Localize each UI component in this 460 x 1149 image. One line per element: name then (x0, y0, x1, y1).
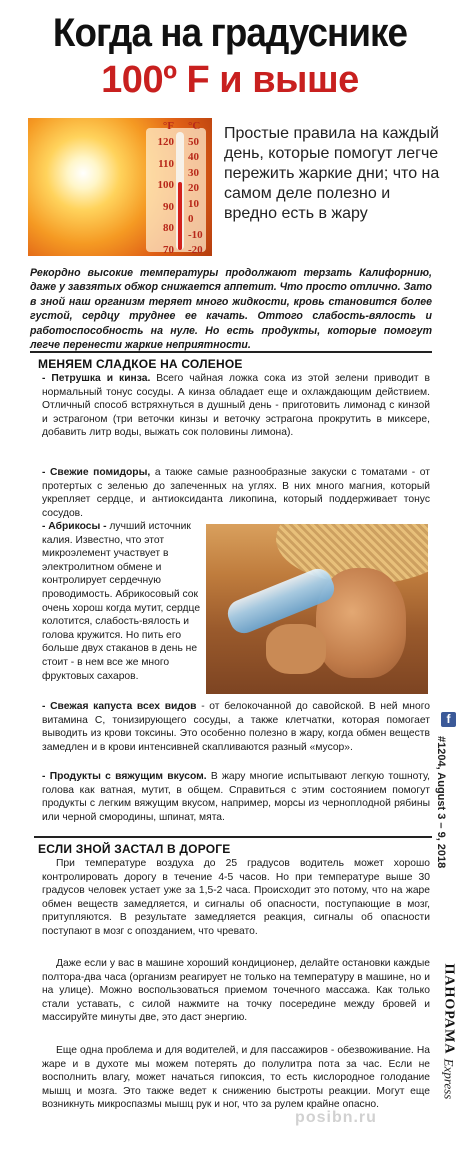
paragraph-astringent-lead: - Продукты с вяжущим вкусом. (42, 771, 207, 782)
celsius-tick: 50 (188, 136, 199, 148)
section-heading-road: ЕСЛИ ЗНОЙ ЗАСТАЛ В ДОРОГЕ (38, 842, 231, 856)
paragraph-astringent (42, 770, 430, 824)
page-title: Когда на градуснике (52, 11, 408, 55)
magazine-logo (440, 963, 457, 1055)
woman-drinking-water-photo (206, 524, 428, 694)
fahrenheit-tick: 80 (163, 222, 174, 235)
paragraph-cabbage (42, 700, 430, 754)
paragraph-apricots-lead: - Абрикосы - (42, 521, 107, 532)
celsius-tick: -10 (188, 228, 203, 241)
paragraph-tomatoes-lead: - Свежие помидоры, (42, 467, 151, 478)
paragraph-tomatoes (42, 466, 430, 520)
watermark: posibn.ru (295, 1109, 377, 1126)
facebook-icon[interactable]: f (441, 712, 456, 727)
divider (34, 836, 432, 838)
paragraph-parsley-lead: - Петрушка и кинза. (42, 373, 151, 384)
hand (266, 624, 326, 674)
fahrenheit-tick: 110 (158, 157, 174, 170)
celsius-tick: -20 (188, 244, 203, 256)
paragraph-tomatoes-text: а также самые разнообразные закуски с томатами - от протертых с зеленью до запеченных на углях. В них много магния, который укрепляет сердце, и антиоксиданта ликопина, который поддерживает тонус сосудов. (42, 467, 430, 519)
celsius-tick: 30 (188, 166, 199, 179)
magazine-name: ПАНОРАМА (441, 963, 457, 1055)
magazine-subtitle: Express (441, 1058, 456, 1100)
magazine-sub-logo (440, 1052, 456, 1106)
lead-paragraph: Рекордно высокие температуры продолжают терзать Калифорнию, даже у завзятых обжор снижается аппетит. Что просто отлично. Зато в зной наш организм теряет много жидкости, кровь становится более густой, сердцу труднее ее качать. Оттого слабость-вялость и работоспособность на нуле. Но есть продукты, которые помогут легче перенести жаркие неприятности. (30, 267, 432, 352)
celsius-tick: 0 (188, 213, 194, 226)
paragraph-astringent-text: В жару многие испытывают легкую тошноту, голова как ватная, мутит, в общем. Справиться с этим состоянием помогут продукты с легким вяжущим вкусом, например, морсы из черноплодной рябины или черной смородины, шпинат, мята. (42, 771, 430, 823)
divider (30, 351, 432, 353)
intro-text: Простые правила на каждый день, которые помогут легче пережить жаркие дни; что на самом деле полезно и вредно есть в жару (224, 125, 440, 222)
paragraph-cabbage-text: - от белокочанной до савойской. В ней много витамина С, тонизирующего сосуды, а также клетчатки, которая помогает выводить из крови токсины. Это особенно полезно в жару, когда обмен веществ замедлен и в крови интенсивней скапливаются разный «мусор». (42, 701, 430, 753)
paragraph-apricots (42, 520, 202, 683)
celsius-tick: 20 (188, 182, 199, 195)
paragraph-parsley-text: Всего чайная ложка сока из этой зелени приводит в нормальный тонус сосуды. А кинза обладает еще и охлаждающим действием. Отличный способ встряхнуться в душный день - приготовить лимонад с кинзой и эстрагоном (три веточки кинзы и веточку эстрагона прокрутить в миксере, добавить литр воды, выжать сок половины лимона). (42, 373, 430, 439)
issue-info: #1204, August 3 – 9, 2018 (435, 736, 447, 869)
paragraph-road-3: Еще одна проблема и для водителей, и для пассажиров - обезвоживание. На жаре и в духоте мы можем потерять до полулитра пота за час. Если не восполнить влагу, может начаться гипоксия, то есть кислородное голодание мышц и мозга. Это также ведет к снижению быстроты реакции. Могут еще возникнуть микроспазмы мышц рук и ног, что за рулем крайне опасно. (42, 1045, 430, 1111)
paragraph-apricots-text: лучший источник калия. Известно, что этот микроэлемент участвует в электролитном обмене и контролирует сердечную проводимость. Абрикосовый сок очень хорош когда мутит, сердце колотится, слабость-вялость и голова кружится. Но пить его больше двух стаканов в день не стоит - в нем все же много фруктовых сахаров. (42, 521, 201, 682)
paragraph-cabbage-lead: - Свежая капуста всех видов (42, 701, 197, 712)
fahrenheit-unit: °F (162, 120, 174, 132)
fahrenheit-tick: 90 (163, 200, 174, 213)
sun-thermometer-image (28, 118, 212, 256)
celsius-tick: 10 (188, 197, 199, 210)
celsius-unit: °C (188, 120, 201, 132)
paragraph-road-2: Даже если у вас в машине хороший кондиционер, делайте остановки каждые полтора-два часа (организм реагирует не только на температуру в машине, но и на улице). Можно воспользоваться приемом точечного массажа. Как только стали уставать, с силой нажмите на точку посередине между бровей и массируйте минуты две, это даст энергию. (42, 958, 430, 1024)
page-subtitle: 100º F и выше (101, 59, 359, 101)
celsius-tick: 40 (188, 151, 199, 164)
fahrenheit-tick: 120 (157, 136, 174, 148)
thermometer-mercury (178, 182, 182, 250)
fahrenheit-tick: 100 (157, 179, 174, 192)
paragraph-road-1: При температуре воздуха до 25 градусов водитель может хорошо контролировать дорогу в течение 4-5 часов. Но при температуре выше 30 градусов человек устает уже за 1,5-2 часа. Происходит это потому, что на жаре обмен веществ замедляется, и сигналы об опасности, поступающие в мозг, притупляются. В результате замедляется реакция, сигналы об опасности поступают в мозг с опозданием, что чревато. (42, 858, 430, 937)
paragraph-parsley (42, 372, 430, 440)
section-heading-sweet-salty: МЕНЯЕМ СЛАДКОЕ НА СОЛЕНОЕ (38, 357, 243, 371)
fahrenheit-tick: 70 (163, 244, 174, 256)
